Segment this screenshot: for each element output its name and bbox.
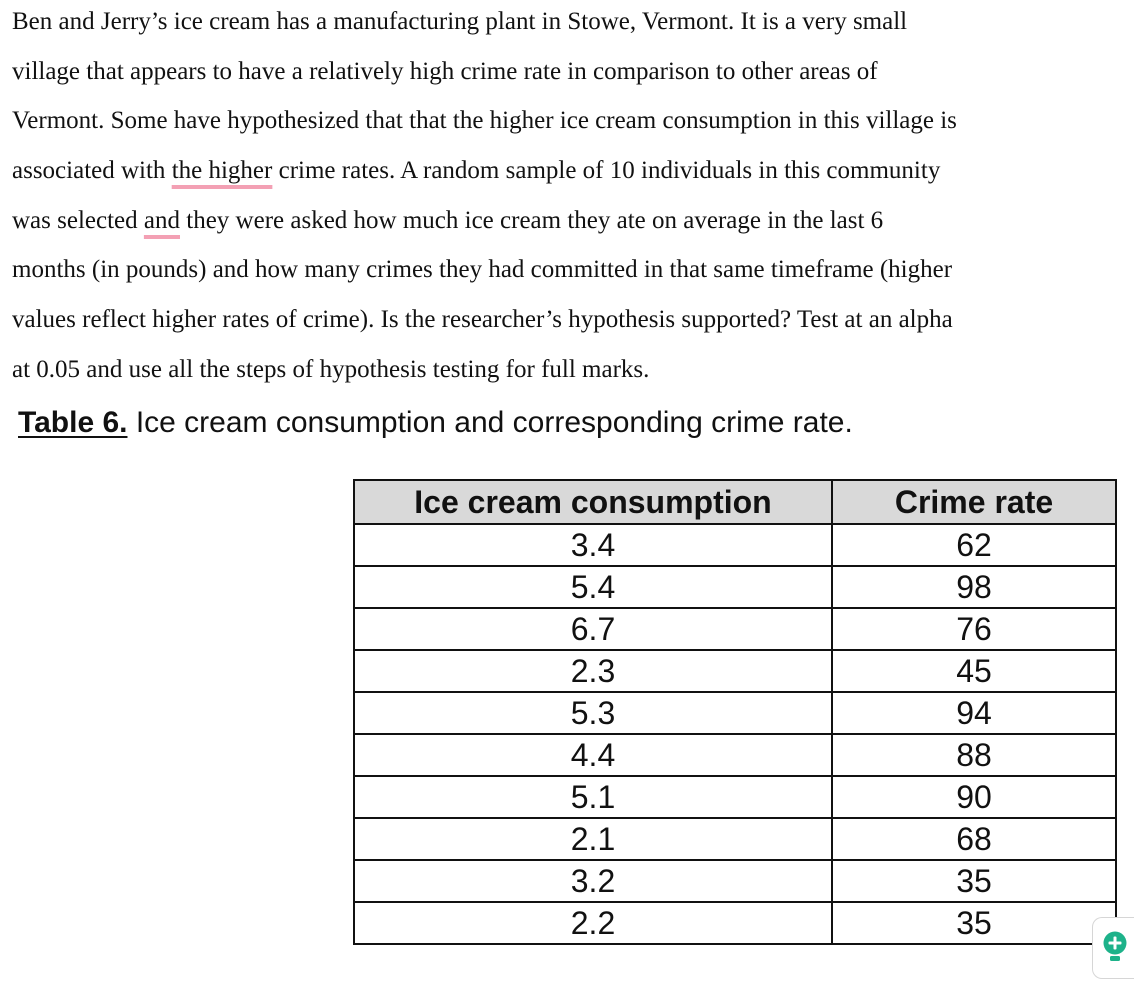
crime-rate-cell: 76: [832, 608, 1116, 650]
table-row: [354, 566, 1116, 608]
problem-line-7: values reflect higher rates of crime). Is the researcher’s hypothesis supported? Test at an alpha: [12, 306, 953, 334]
ice-cream-cell: 2.1: [354, 818, 832, 860]
column-header-crime-rate: Crime rate: [832, 480, 1116, 524]
table-caption: [18, 402, 853, 444]
problem-line-6: months (in pounds) and how many crimes they had committed in that same timeframe (higher: [12, 256, 953, 284]
lightbulb-plus-icon: [1102, 931, 1128, 965]
crime-rate-cell: 98: [832, 566, 1116, 608]
table-row: [354, 650, 1116, 692]
line-5-text-start: was selected: [12, 206, 144, 234]
table-row: [354, 524, 1116, 566]
crime-rate-cell: 62: [832, 524, 1116, 566]
table-row: [354, 776, 1116, 818]
ice-cream-cell: 6.7: [354, 608, 832, 650]
problem-line-5: [12, 199, 1122, 249]
line-4-text-start: associated with: [12, 157, 172, 185]
crime-rate-cell: 35: [832, 860, 1116, 902]
problem-line-8: at 0.05 and use all the steps of hypothesis testing for full marks.: [12, 355, 650, 383]
table-row: [354, 902, 1116, 944]
table-row: [354, 608, 1116, 650]
ice-cream-cell: 3.2: [354, 860, 832, 902]
ice-cream-cell: 5.3: [354, 692, 832, 734]
grammar-flagged-text[interactable]: the higher: [171, 157, 273, 185]
crime-rate-cell: 90: [832, 776, 1116, 818]
ice-cream-cell: 2.3: [354, 650, 832, 692]
crime-rate-cell: 45: [832, 650, 1116, 692]
problem-statement: [12, 0, 1122, 398]
line-5-text-end: they were asked how much ice cream they ate on average in the last 6: [180, 206, 884, 234]
column-header-ice-cream: Ice cream consumption: [354, 480, 832, 524]
table-row: [354, 734, 1116, 776]
table-row: [354, 860, 1116, 902]
ice-cream-cell: 3.4: [354, 524, 832, 566]
data-table: [353, 479, 1117, 945]
line-4-text-end: crime rates. A random sample of 10 individuals in this community: [272, 157, 941, 185]
crime-rate-cell: 94: [832, 692, 1116, 734]
crime-rate-cell: 68: [832, 818, 1116, 860]
grammar-flagged-text[interactable]: and: [143, 206, 180, 234]
problem-line-3: Vermont. Some have hypothesized that that the higher ice cream consumption in this village is: [12, 107, 957, 135]
ice-cream-cell: 5.1: [354, 776, 832, 818]
crime-rate-cell: 88: [832, 734, 1116, 776]
table-caption-label: Table 6.: [18, 406, 128, 439]
table-row: [354, 692, 1116, 734]
ice-cream-cell: 5.4: [354, 566, 832, 608]
problem-line-4: [12, 149, 1122, 199]
ice-cream-cell: 2.2: [354, 902, 832, 944]
crime-rate-cell: 35: [832, 902, 1116, 944]
assistant-button[interactable]: [1092, 917, 1134, 979]
problem-line-1: Ben and Jerry’s ice cream has a manufacturing plant in Stowe, Vermont. It is a very small: [12, 8, 908, 35]
table-row: [354, 818, 1116, 860]
problem-line-2: village that appears to have a relatively high crime rate in comparison to other areas of: [12, 57, 878, 85]
ice-cream-cell: 4.4: [354, 734, 832, 776]
table-caption-text: Ice cream consumption and corresponding crime rate.: [127, 406, 853, 439]
table-header-row: [354, 480, 1116, 524]
